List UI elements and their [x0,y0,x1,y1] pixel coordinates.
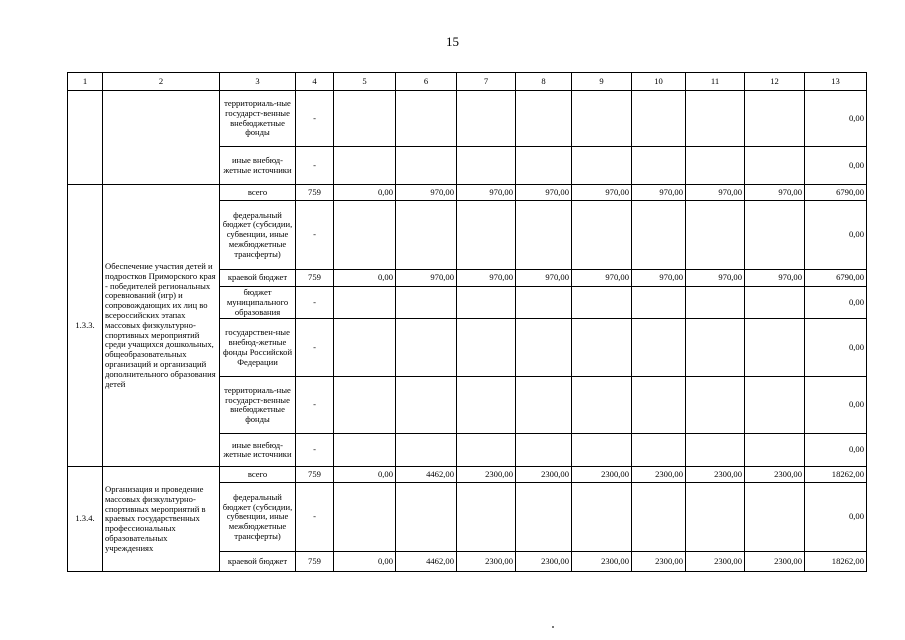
header-cell: 1 [68,73,103,91]
year-value-cell [686,483,745,552]
year-value-cell [632,434,686,467]
header-cell: 10 [632,73,686,91]
year-value-cell [334,287,396,319]
year-value-cell: 2300,00 [572,467,632,483]
header-cell: 11 [686,73,745,91]
year-value-cell [632,91,686,147]
year-value-cell [396,319,457,377]
total-cell: 6790,00 [805,185,867,201]
year-value-cell: 970,00 [632,185,686,201]
year-value-cell [632,147,686,185]
year-value-cell [686,201,745,270]
year-value-cell: 970,00 [572,270,632,287]
header-cell: 9 [572,73,632,91]
year-value-cell: 0,00 [334,467,396,483]
total-cell: 0,00 [805,434,867,467]
year-value-cell [745,483,805,552]
year-value-cell [516,319,572,377]
funding-source-cell: федеральный бюджет (субсидии, субвенции, иные межбюджетные трансферты) [220,201,296,270]
code-cell: 759 [296,467,334,483]
header-cell: 6 [396,73,457,91]
year-value-cell: 2300,00 [457,552,516,572]
year-value-cell [457,434,516,467]
year-value-cell [745,319,805,377]
year-value-cell: 2300,00 [572,552,632,572]
year-value-cell [334,434,396,467]
year-value-cell [686,319,745,377]
year-value-cell: 2300,00 [516,467,572,483]
code-cell: - [296,147,334,185]
item-number-cell [68,91,103,185]
year-value-cell [396,201,457,270]
year-value-cell [572,319,632,377]
header-cell: 3 [220,73,296,91]
year-value-cell: 2300,00 [686,467,745,483]
year-value-cell: 2300,00 [632,552,686,572]
code-cell: - [296,483,334,552]
year-value-cell [632,483,686,552]
table-row [68,185,867,201]
year-value-cell: 970,00 [457,270,516,287]
code-cell: - [296,91,334,147]
funding-source-cell: территориаль-ные государст-венные внебюджетные фонды [220,377,296,434]
year-value-cell: 970,00 [632,270,686,287]
year-value-cell [632,377,686,434]
funding-source-cell: краевой бюджет [220,552,296,572]
code-cell: 759 [296,270,334,287]
year-value-cell [745,147,805,185]
year-value-cell: 2300,00 [745,467,805,483]
code-cell: - [296,201,334,270]
year-value-cell [745,201,805,270]
year-value-cell [457,483,516,552]
year-value-cell: 2300,00 [686,552,745,572]
header-cell: 7 [457,73,516,91]
funding-source-cell: иные внебюд-жетные источники [220,147,296,185]
total-cell: 0,00 [805,287,867,319]
year-value-cell: 970,00 [396,270,457,287]
year-value-cell [457,287,516,319]
funding-source-cell: иные внебюд-жетные источники [220,434,296,467]
year-value-cell [457,319,516,377]
year-value-cell [516,201,572,270]
year-value-cell [632,201,686,270]
total-cell: 18262,00 [805,552,867,572]
year-value-cell [396,147,457,185]
year-value-cell [632,287,686,319]
year-value-cell [572,91,632,147]
year-value-cell: 970,00 [572,185,632,201]
year-value-cell: 970,00 [516,270,572,287]
funding-source-cell: краевой бюджет [220,270,296,287]
item-name-cell: Обеспечение участия детей и подростков Приморского края - победителей региональных соревнований (игр) и сопровождающих их лиц во всероссийских этапах массовых физкультурно-спортивных мероприятий среди учащихся дошкольных, общеобразовательных организаций и организаций дополнительного образования детей [103,185,220,467]
year-value-cell: 970,00 [745,185,805,201]
code-cell: - [296,319,334,377]
year-value-cell [686,91,745,147]
table-row [68,91,867,147]
year-value-cell [457,201,516,270]
item-number-cell: 1.3.3. [68,185,103,467]
year-value-cell [334,377,396,434]
total-cell: 6790,00 [805,270,867,287]
year-value-cell [457,377,516,434]
year-value-cell: 4462,00 [396,467,457,483]
year-value-cell [686,377,745,434]
year-value-cell: 0,00 [334,552,396,572]
header-cell: 5 [334,73,396,91]
year-value-cell [457,147,516,185]
year-value-cell [396,483,457,552]
header-cell: 2 [103,73,220,91]
year-value-cell [516,287,572,319]
year-value-cell: 970,00 [396,185,457,201]
funding-source-cell: всего [220,185,296,201]
header-cell: 8 [516,73,572,91]
year-value-cell: 970,00 [457,185,516,201]
total-cell: 0,00 [805,91,867,147]
year-value-cell: 970,00 [745,270,805,287]
funding-source-cell: территориаль-ные государст-венные внебюджетные фонды [220,91,296,147]
year-value-cell [396,377,457,434]
year-value-cell [516,377,572,434]
year-value-cell [334,201,396,270]
header-cell: 13 [805,73,867,91]
total-cell: 0,00 [805,483,867,552]
code-cell: - [296,377,334,434]
year-value-cell [334,147,396,185]
year-value-cell [516,147,572,185]
total-cell: 0,00 [805,377,867,434]
code-cell: 759 [296,552,334,572]
year-value-cell [516,91,572,147]
budget-table [67,72,867,572]
year-value-cell [396,91,457,147]
total-cell: 0,00 [805,319,867,377]
item-name-cell: Организация и проведение массовых физкультурно-спортивных мероприятий в краевых государственных профессиональных образовательных учреждениях [103,467,220,572]
year-value-cell [396,434,457,467]
code-cell: 759 [296,185,334,201]
item-number-cell: 1.3.4. [68,467,103,572]
header-row [68,73,867,91]
year-value-cell: 970,00 [686,270,745,287]
year-value-cell [572,147,632,185]
year-value-cell: 2300,00 [632,467,686,483]
year-value-cell: 2300,00 [516,552,572,572]
year-value-cell [396,287,457,319]
year-value-cell [745,434,805,467]
code-cell: - [296,287,334,319]
year-value-cell [334,319,396,377]
year-value-cell [745,287,805,319]
year-value-cell [632,319,686,377]
year-value-cell [516,434,572,467]
year-value-cell [745,377,805,434]
year-value-cell: 970,00 [516,185,572,201]
year-value-cell [457,91,516,147]
item-name-cell [103,91,220,185]
year-value-cell [572,434,632,467]
total-cell: 18262,00 [805,467,867,483]
year-value-cell: 2300,00 [745,552,805,572]
funding-source-cell: государствен-ные внебюд-жетные фонды Российской Федерации [220,319,296,377]
page-number: 15 [446,34,459,49]
header-cell: 4 [296,73,334,91]
year-value-cell [686,147,745,185]
funding-source-cell: бюджет муниципального образования [220,287,296,319]
table-row [68,467,867,483]
year-value-cell: 0,00 [334,270,396,287]
funding-source-cell: всего [220,467,296,483]
scan-speck [552,626,554,628]
year-value-cell [745,91,805,147]
year-value-cell: 0,00 [334,185,396,201]
code-cell: - [296,434,334,467]
year-value-cell [334,91,396,147]
year-value-cell: 2300,00 [457,467,516,483]
year-value-cell: 970,00 [686,185,745,201]
total-cell: 0,00 [805,201,867,270]
year-value-cell [572,377,632,434]
year-value-cell [686,287,745,319]
year-value-cell [686,434,745,467]
year-value-cell [516,483,572,552]
header-cell: 12 [745,73,805,91]
year-value-cell [572,287,632,319]
funding-source-cell: федеральный бюджет (субсидии, субвенции, иные межбюджетные трансферты) [220,483,296,552]
year-value-cell [334,483,396,552]
year-value-cell [572,201,632,270]
total-cell: 0,00 [805,147,867,185]
year-value-cell: 4462,00 [396,552,457,572]
year-value-cell [572,483,632,552]
